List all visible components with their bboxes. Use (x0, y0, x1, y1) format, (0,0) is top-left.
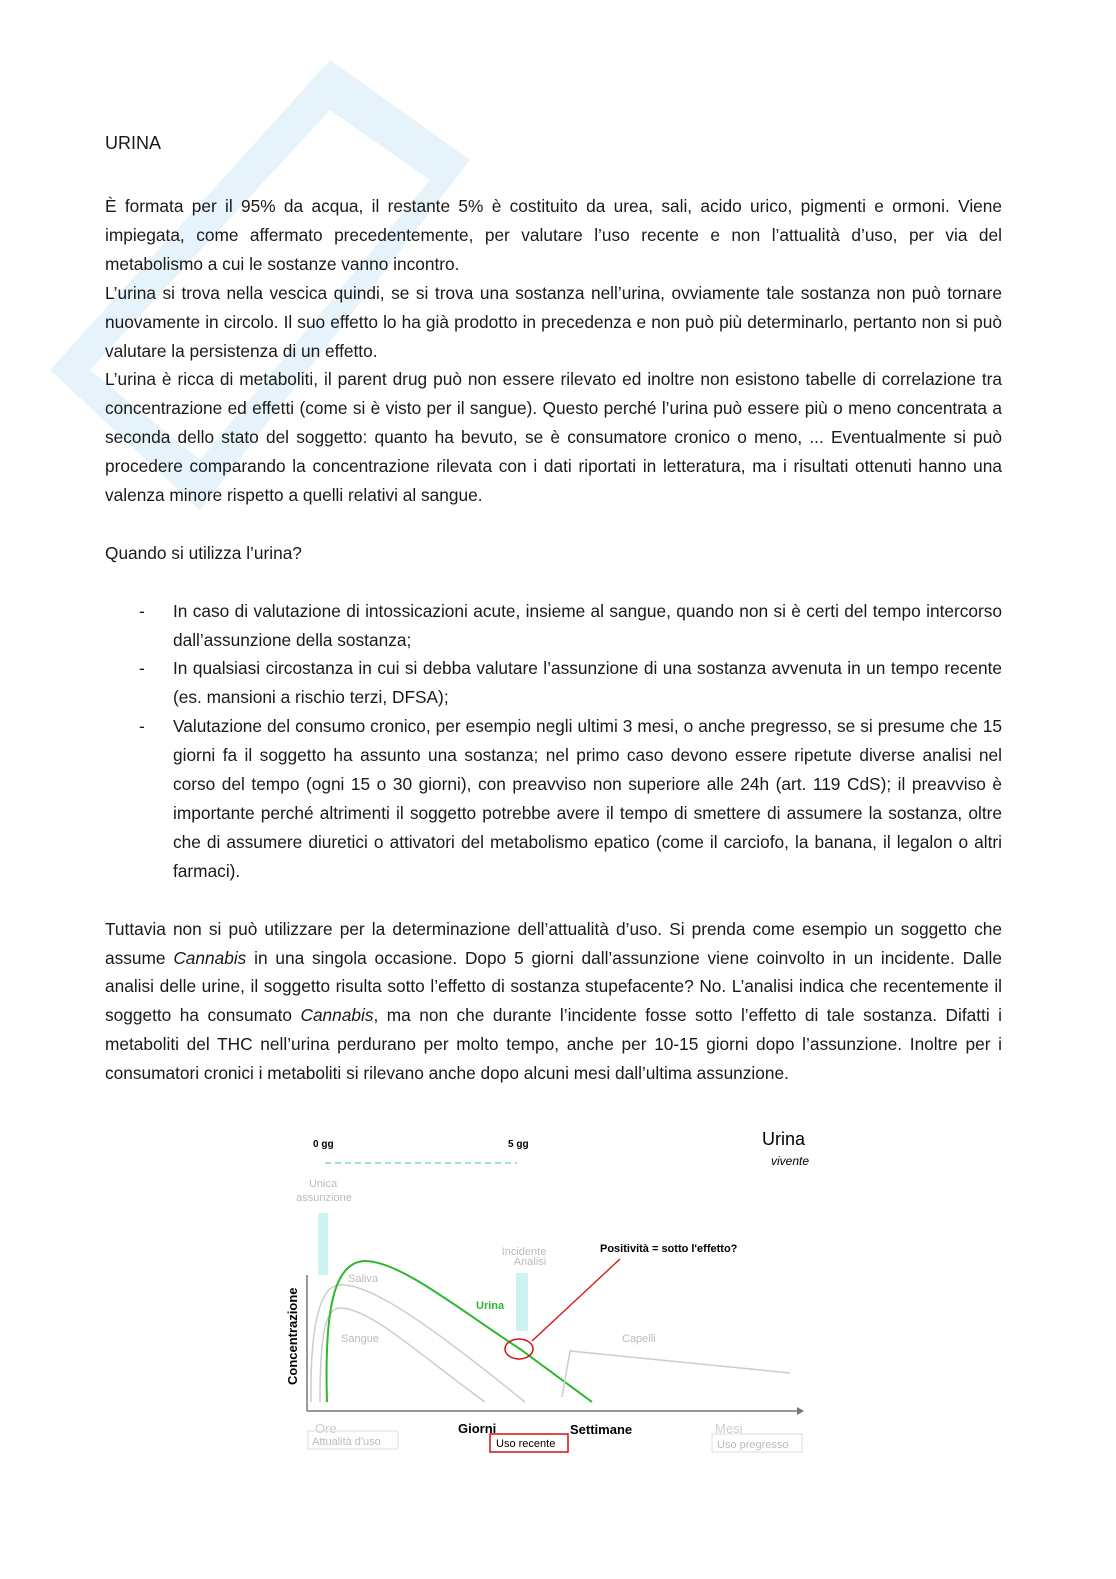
time-label-0: 0 gg (313, 1139, 334, 1150)
paragraph: L’urina si trova nella vescica quindi, se si trova una sostanza nell’urina, ovviamente tale sostanza non può tornare nuovamente in circolo. Il suo effetto lo ha già prodotto in precedenza e non può più determinarlo, pertanto non si può valutare la persistenza di un effetto. (105, 282, 1002, 361)
incident-label: Incidente (501, 1246, 547, 1258)
box-attualita-label: Attualità d'uso (312, 1436, 381, 1448)
x-label-settimane: Settimane (570, 1422, 633, 1437)
x-label-mesi: Mesi (715, 1421, 743, 1436)
callout-line (532, 1259, 620, 1341)
intake-label: Unica (308, 1178, 338, 1190)
diagram-subtitle: vivente (771, 1154, 810, 1168)
box-uso-pregresso-label: Uso pregresso (717, 1439, 789, 1451)
paragraph: È formata per il 95% da acqua, il restante 5% è costituito da urea, sali, acido urico, pigmenti e ormoni. Viene impiegata, come affermato precedentemente, per valutare l’uso recente e non l’attualità d’uso, per via del metabolismo a cui le sostanze vanno incontro. (105, 196, 1002, 274)
paragraph: L’urina è ricca di metaboliti, il parent drug può non essere rilevato ed inoltre non esistono tabelle di correlazione tra concentrazione ed effetti (come si è visto per il sangue). Questo perché l’urina può essere più o meno concentrata a seconda dello stato del soggetto: quanto ha bevuto, se è consumatore cronico o meno, ... Eventualmente si può procedere comparando la concentrazione rilevata con i dati riportati in letteratura, ma i risultati ottenuti hanno una valenza minore rispetto a quelli relativi al sangue. (105, 369, 1002, 506)
capelli-curve (562, 1351, 790, 1397)
time-label-5: 5 gg (508, 1139, 529, 1150)
incident-label: Analisi (513, 1256, 547, 1268)
list-item: - In caso di valutazione di intossicazioni acute, insieme al sangue, quando non si è certi del tempo intercorso dall’assunzione della sostanza; (139, 600, 1002, 650)
x-label-giorni: Giorni (458, 1421, 497, 1436)
callout-text: Positività = sotto l'effetto? (600, 1243, 738, 1255)
question: Quando si utilizza l’urina? (105, 542, 302, 563)
body-text (105, 192, 1002, 1088)
detection-window-diagram (280, 1125, 830, 1455)
x-label-ore: Ore (315, 1421, 337, 1436)
sangue-label: Sangue (341, 1333, 379, 1345)
saliva-label: Saliva (348, 1273, 378, 1285)
section-heading: URINA (105, 133, 162, 153)
y-axis-label: Concentrazione (285, 1287, 300, 1385)
intake-label: assunzione (296, 1192, 352, 1204)
incident-arrow (516, 1273, 528, 1331)
sangue-curve (320, 1308, 485, 1402)
urina-label: Urina (476, 1300, 505, 1312)
list-item: - In qualsiasi circostanza in cui si debba valutare l’assunzione di una sostanza avvenuta in un tempo recente (es. mansioni a rischio terzi, DFSA); (139, 658, 1002, 708)
intake-arrow (318, 1213, 328, 1275)
capelli-label: Capelli (622, 1333, 656, 1345)
bullet-list (105, 597, 1002, 886)
paragraph: Tuttavia non si può utilizzare per la determinazione dell’attualità d’uso. Si prenda come esempio un soggetto che assume Cannabis in una singola occasione. Dopo 5 giorni dall’assunzione viene coinvolto in un incidente. Dalle analisi delle urine, il soggetto risulta sotto l’effetto di sostanza stupefacente? No. L’analisi indica che recentemente il soggetto ha consumato Cannabis, ma non che durante l’incidente fosse sotto l’effetto di tale sostanza. Difatti i metaboliti del THC nell’urina perdurano per molto tempo, anche per 10-15 giorni dopo l’assunzione. Inoltre per i consumatori cronici i metaboliti si rilevano anche dopo alcuni mesi dall’ultima assunzione. (105, 918, 1002, 1084)
list-item: - Valutazione del consumo cronico, per esempio negli ultimi 3 mesi, o anche pregresso, se si presume che 15 giorni fa il soggetto ha assunto una sostanza; nel primo caso devono essere ripetute diverse analisi nel corso del tempo (ogni 15 o 30 giorni), con preavviso non superiore alle 24h (art. 119 CdS); il preavviso è importante perché altrimenti il soggetto potrebbe avere il tempo di smettere di assumere la sostanza, oltre che di assumere diuretici o attivatori del metabolismo epatico (come il carciofo, la banana, il legalon o altri farmaci). (139, 716, 1002, 881)
box-uso-recente-label: Uso recente (496, 1438, 556, 1450)
diagram-title: Urina (762, 1129, 806, 1149)
